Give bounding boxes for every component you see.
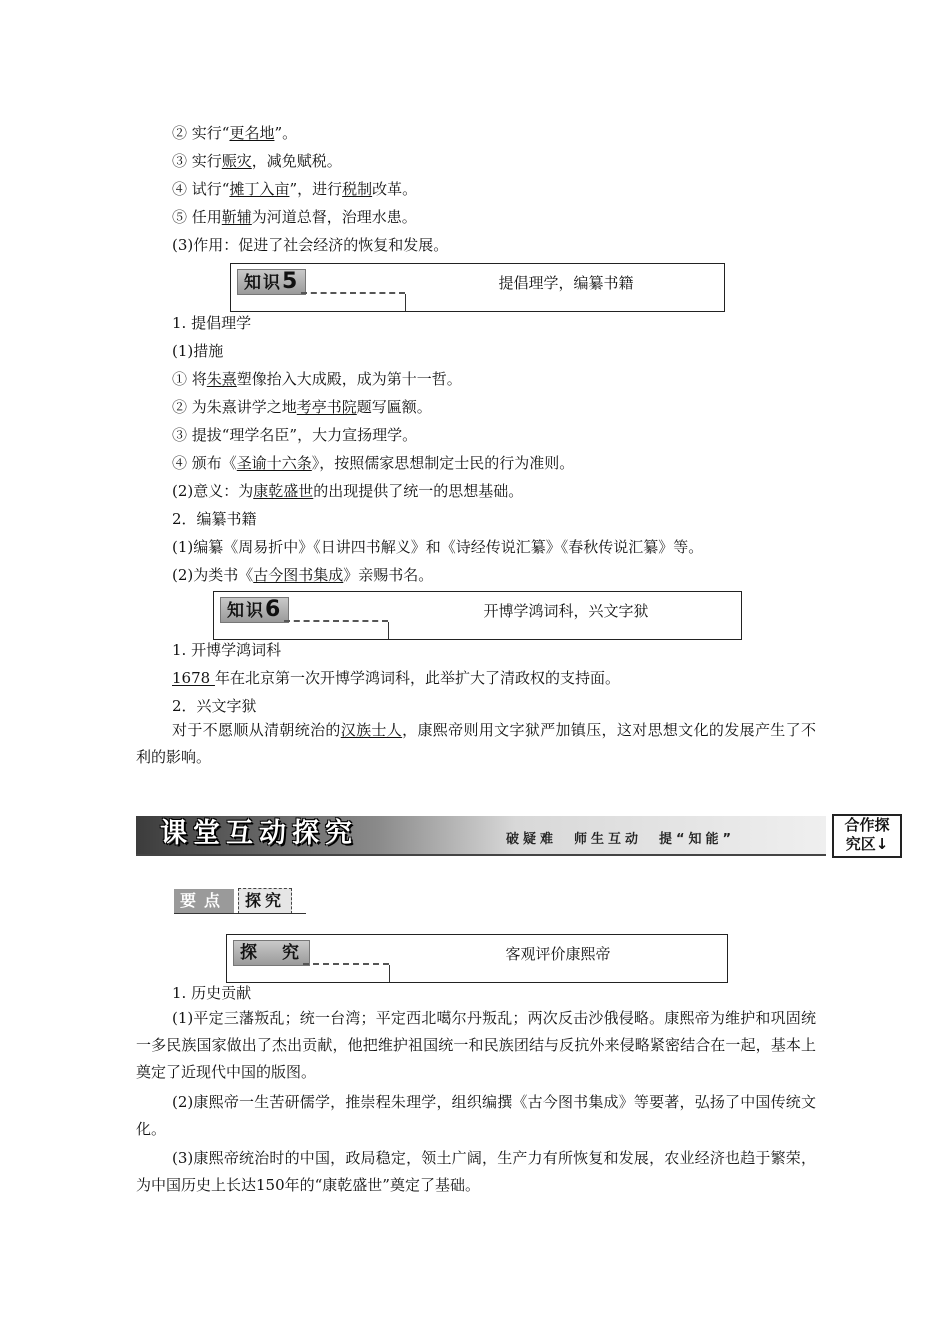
measure-4: ④ 颁布《圣谕十六条》，按照儒家思想制定士民的行为准则。: [172, 454, 575, 472]
explore-title: 客观评价康熙帝: [505, 945, 611, 963]
text: 改革。: [372, 180, 418, 198]
heading-literary-inquisition: 2．兴文字狱: [172, 697, 257, 715]
knowledge-6-box: [213, 591, 742, 640]
knowledge-5-box: [230, 263, 725, 312]
explore-part: 探究: [238, 888, 292, 914]
measure-3: ③ 提拔“理学名臣”，大力宣扬理学。: [172, 426, 418, 444]
keyword: 摊丁入亩: [229, 180, 290, 198]
heading-measures: (1)措施: [172, 342, 224, 360]
item-river-governor: [172, 207, 417, 227]
inquisition-paragraph: 对于不愿顺从清朝统治的汉族士人，康熙帝则用文字狱严加镇压，这对思想文化的发展产生了不利的影响。: [136, 721, 816, 766]
key-point-part: 要点: [174, 889, 234, 913]
item-tax-reform: [172, 179, 417, 199]
keyword: 考亭书院: [296, 398, 357, 416]
year: 1678: [172, 669, 215, 687]
item-rename-land: [172, 123, 297, 143]
vertical-divider: [405, 294, 406, 311]
contribution-3: (3)康熙帝统治时的中国，政局稳定，领土广阔，生产力有所恢复和发展，农业经济也趋于繁荣，为中国历史上长达150年的“康乾盛世”奠定了基础。: [136, 1149, 816, 1194]
banner-title: 课堂互动探究: [160, 818, 358, 849]
explore-box: [226, 934, 728, 983]
keyword: 汉族士人: [340, 721, 403, 739]
text: ③ 实行: [172, 152, 222, 170]
knowledge-tag: 知识6: [220, 597, 289, 623]
keyword: 圣谕十六条: [236, 454, 312, 472]
vertical-divider: [388, 622, 389, 639]
keyword: 古今图书集成: [253, 566, 344, 584]
banner-subtitle: 破疑难 师生互动 提“知能”: [506, 832, 736, 847]
badge-line: 合作探: [844, 816, 890, 834]
knowledge-tag: 知识5: [237, 269, 306, 295]
effect-line: (3)作用：促进了社会经济的恢复和发展。: [172, 236, 449, 254]
keyword: 税制: [342, 180, 373, 198]
text: ⑤ 任用: [172, 208, 222, 226]
cooperation-zone-badge: [832, 814, 902, 858]
text: ”。: [274, 124, 298, 142]
dashed-divider: [301, 292, 405, 294]
compile-2: (2)为类书《古今图书集成》亲赐书名。: [172, 566, 434, 584]
text: ，减免赋税。: [251, 152, 342, 170]
dashed-divider: [303, 963, 389, 965]
item-relief: [172, 151, 342, 171]
keyword: 靳辅: [221, 208, 252, 226]
heading-contributions: 1. 历史贡献: [172, 984, 252, 1002]
text: 为河道总督，治理水患。: [251, 208, 417, 226]
badge-line: 究区↓: [845, 835, 889, 853]
vertical-divider: [389, 965, 390, 982]
heading-boxue-exam: 1. 开博学鸿词科: [172, 641, 282, 659]
measure-1: ① 将朱熹塑像抬入大成殿，成为第十一哲。: [172, 370, 462, 388]
exam-paragraph: 1678 年在北京第一次开博学鸿词科，此举扩大了清政权的支持面。: [172, 669, 620, 687]
text: ④ 试行“: [172, 180, 230, 198]
keyword: 赈灾: [221, 152, 252, 170]
measure-2: ② 为朱熹讲学之地考亭书院题写匾额。: [172, 398, 432, 416]
section-banner: [136, 816, 826, 854]
significance: (2)意义：为康乾盛世的出现提供了统一的思想基础。: [172, 482, 524, 500]
heading-promote-neo-confucianism: 1. 提倡理学: [172, 314, 252, 332]
dashed-divider: [284, 620, 388, 622]
compile-1: (1)编纂《周易折中》《日讲四书解义》和《诗经传说汇纂》《春秋传说汇纂》等。: [172, 538, 704, 556]
keyword: 朱熹: [206, 370, 237, 388]
knowledge-title: 提倡理学，编纂书籍: [498, 274, 634, 292]
key-point-label: [174, 888, 292, 912]
explore-tag: 探 究: [233, 940, 310, 966]
text: ② 实行“: [172, 124, 230, 142]
contribution-1: (1)平定三藩叛乱；统一台湾；平定西北噶尔丹叛乱；两次反击沙俄侵略。康熙帝为维护和巩固统一多民族国家做出了杰出贡献，他把维护祖国统一和民族团结与反抗外来侵略紧密结合在一起，基本上奠定了近现代中国的版图。: [136, 1009, 816, 1081]
heading-compile-books: 2．编纂书籍: [172, 510, 257, 528]
text: ”，进行: [289, 180, 343, 198]
contribution-2: (2)康熙帝一生苦研儒学，推崇程朱理学，组织编撰《古今图书集成》等要著，弘扬了中国传统文化。: [136, 1093, 816, 1138]
knowledge-title: 开博学鸿词科，兴文字狱: [483, 602, 649, 620]
pill-underline: [174, 913, 306, 914]
keyword: 康乾盛世: [253, 482, 314, 500]
banner-rule: [136, 854, 826, 856]
keyword: 更名地: [229, 124, 275, 142]
